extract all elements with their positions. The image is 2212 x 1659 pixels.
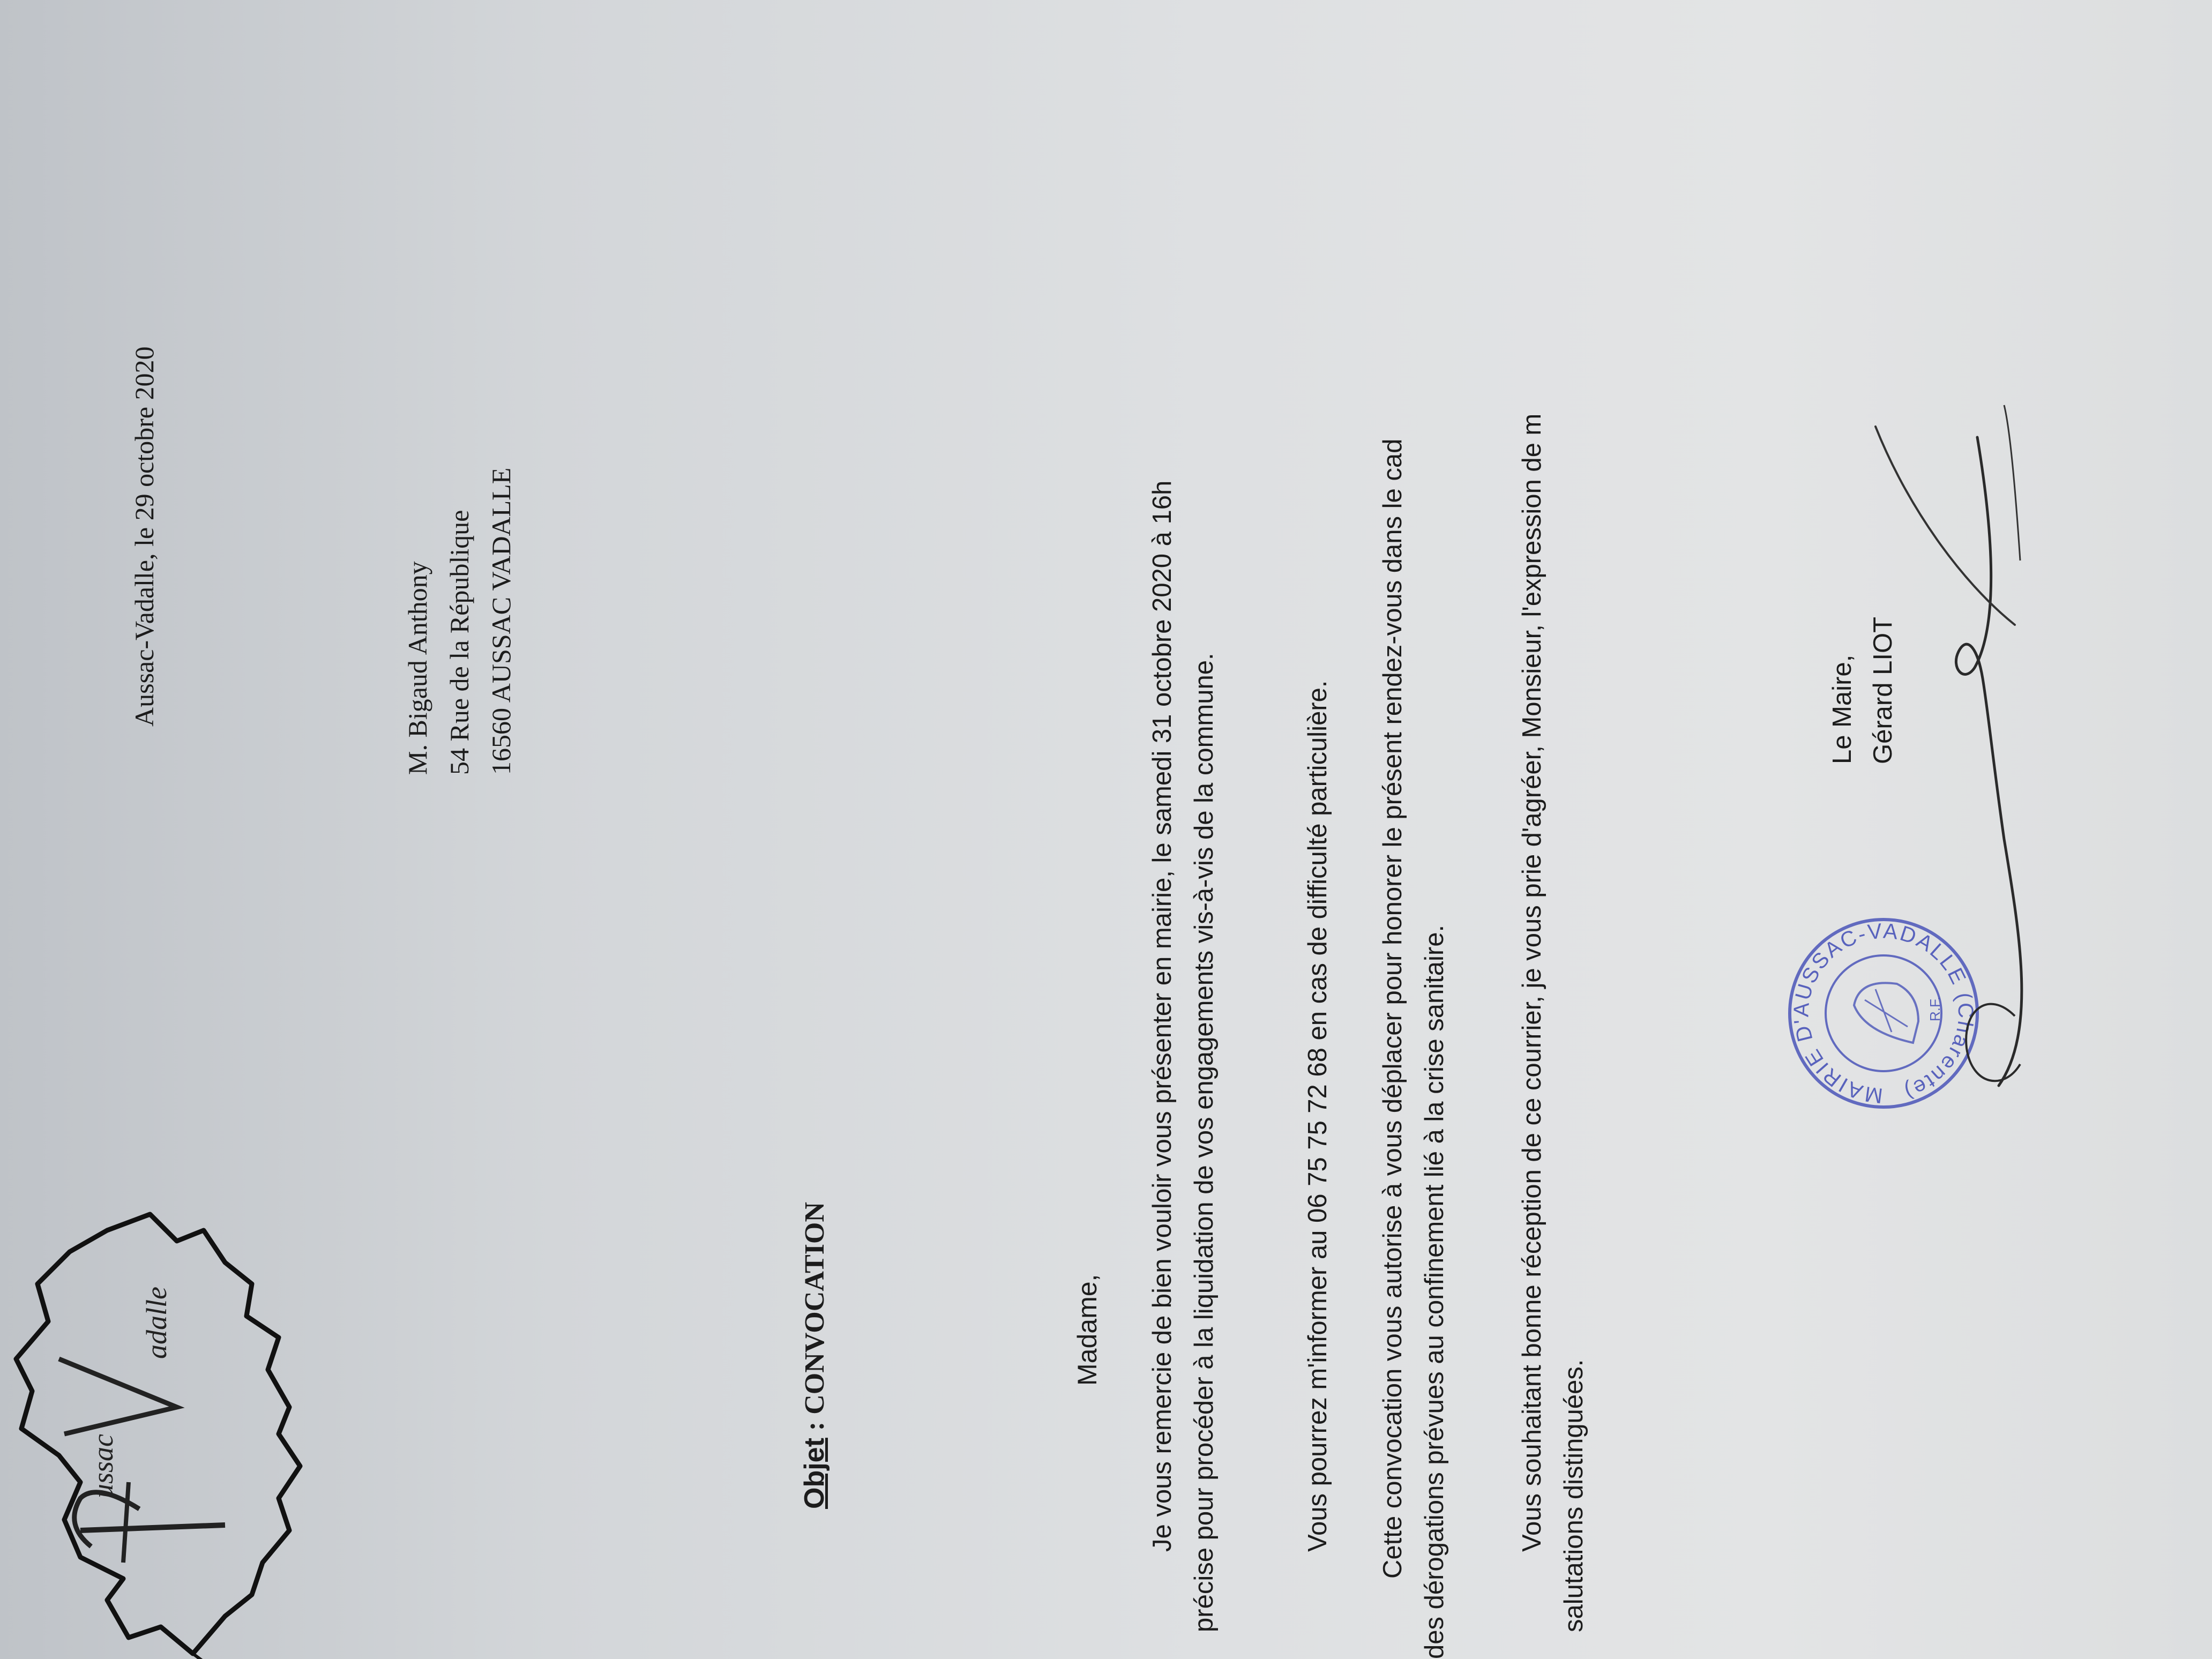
body-paragraph — [1141, 0, 1225, 1632]
logo-text-ussac: ussac — [87, 1434, 119, 1498]
subject-line — [798, 1202, 831, 1509]
paragraph-line: précise pour procéder à la liquidation de vos engagements vis-à-vis de la commune. — [1190, 653, 1219, 1632]
signatory-name: Gérard LIOT — [1869, 616, 1897, 764]
logo-text-adalle: adalle — [140, 1287, 173, 1359]
body-paragraph: Vous pourrez m'informer au 06 75 75 72 68 en cas de difficulté particulière. — [1303, 680, 1332, 1552]
salutation: Madame, — [1072, 1274, 1102, 1386]
paragraph-line: Je vous remercie de bien vouloir vous présenter en mairie, le samedi 31 octobre 2020 à 16h — [1148, 480, 1177, 1552]
subject-value: CONVOCATION — [799, 1202, 830, 1415]
subject-label: Objet — [799, 1438, 830, 1509]
handwritten-signature-icon — [1843, 400, 2068, 1096]
signatory-title: Le Maire, — [1828, 654, 1857, 764]
commune-map-outline-icon — [0, 1123, 322, 1659]
stamp-inner-text: R.F. — [1927, 996, 1943, 1021]
stamp-ring-text: MAIRIE D'AUSSAC-VADALLE (Charente) — [1789, 919, 1978, 1108]
body-paragraph — [1372, 0, 1455, 1659]
paragraph-line: Cette convocation vous autorise à vous déplacer pour honorer le présent rendez-vous dans le cad — [1378, 438, 1407, 1579]
body-paragraph — [1511, 0, 1595, 1632]
paragraph-line: Vous souhaitant bonne réception de ce courrier, je vous prie d'agréer, Monsieur, l'expression de m — [1518, 413, 1546, 1552]
subject-separator: : — [799, 1414, 830, 1438]
paragraph-line: salutations distinguées. — [1559, 1359, 1588, 1632]
recipient-address — [397, 468, 522, 775]
recipient-name: M. Bigaud Anthony — [402, 561, 432, 775]
recipient-street: 54 Rue de la République — [444, 510, 474, 775]
recipient-city: 16560 AUSSAC VADALLE — [486, 467, 516, 775]
date-line: Aussac-Vadalle, le 29 octobre 2020 — [129, 346, 159, 727]
paragraph-line: des dérogations prévues au confinement lié à la crise sanitaire. — [1420, 924, 1449, 1659]
